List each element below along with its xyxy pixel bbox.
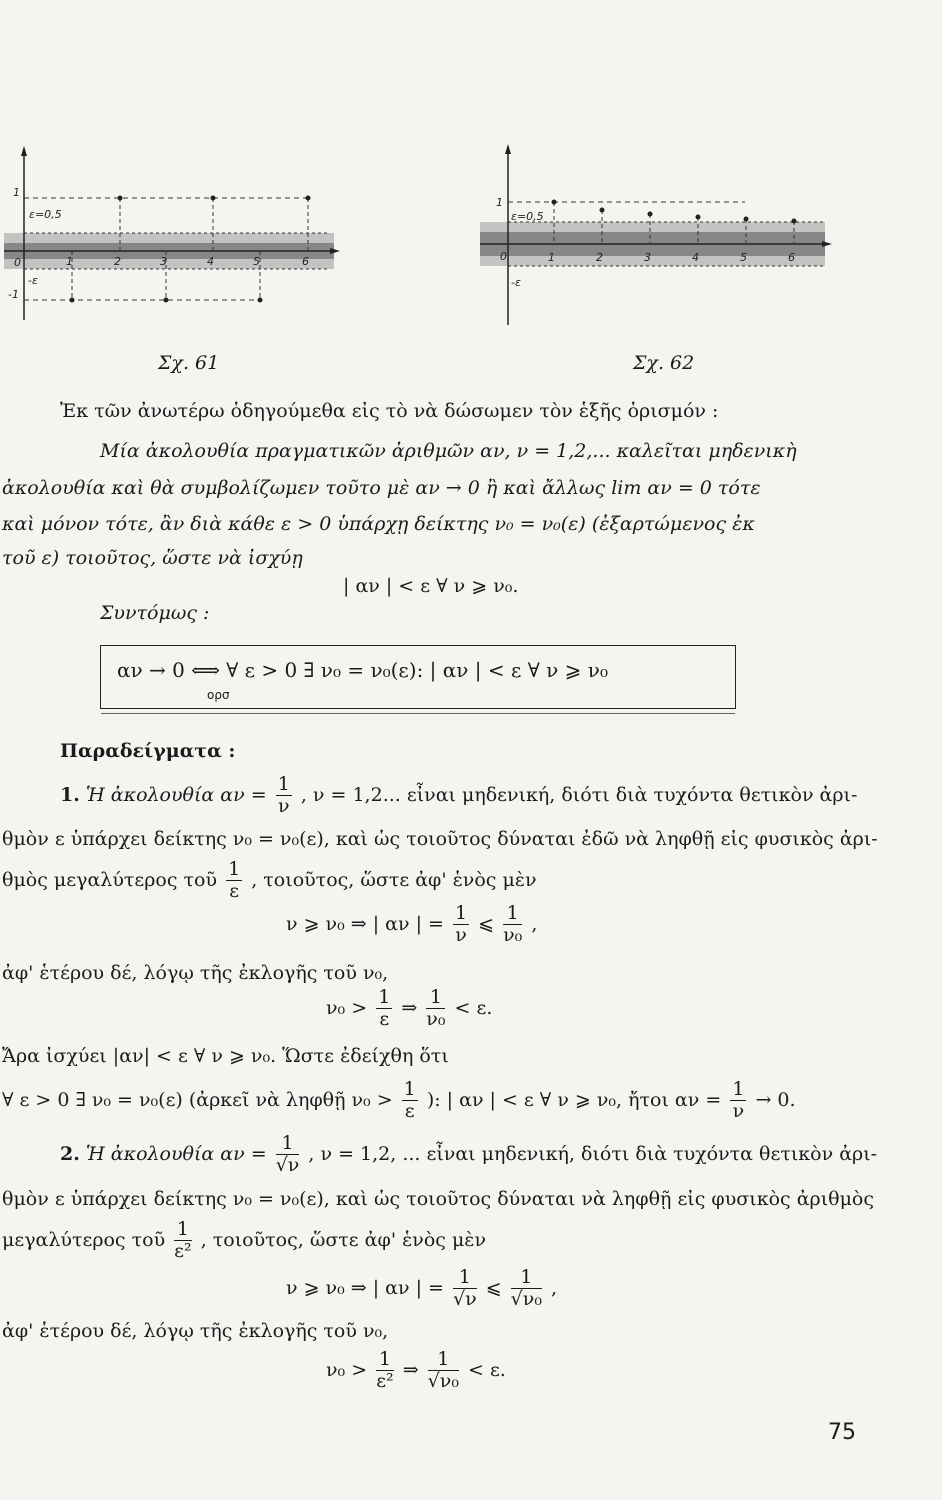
example-2-eq-1: ν ⩾ ν₀ ⇒ | αν | = $\frac{1}{√\nu}$ ⩽ $\frac{1}{\text{√ν₀}}$ ,: [286, 1266, 558, 1310]
fig61-minus-eps: -ε: [28, 274, 38, 287]
example-1-fraction: $\frac{1}{\nu}$: [277, 773, 290, 817]
intro-text: Ἐκ τῶν ἀνωτέρω ὁδηγούμεθα εἰς τὸ νὰ δώσωμεν τὸν ἑξῆς ὁρισμόν :: [60, 400, 719, 422]
definition-line-2: ἀκολουθία καὶ θὰ συμβολίζωμεν τοῦτο μὲ αν → 0 ἢ καὶ ἄλλως lim αν = 0 τότε: [2, 477, 761, 499]
fig62-caption: Σχ. 62: [633, 352, 695, 374]
fig61-eps-label: ε=0,5: [29, 208, 62, 221]
fig61-minus-one: -1: [8, 288, 19, 301]
fig61-tick: 5: [253, 255, 260, 268]
figure-61-plot: [0, 140, 345, 330]
fig61-caption: Σχ. 61: [158, 352, 220, 374]
fig61-zero: 0: [14, 256, 21, 269]
definition-box: [100, 645, 736, 709]
example-2-fraction: $\frac{1}{√\nu}$: [275, 1132, 300, 1176]
fig61-tick: 3: [160, 255, 167, 268]
fig62-eps-label: ε=0,5: [511, 210, 544, 223]
example-1-line-1: [60, 775, 857, 817]
definition-line-3: καὶ μόνον τότε, ἂν διὰ κάθε ε > 0 ὑπάρχῃ δείκτης ν₀ = ν₀(ε) (ἐξαρτώμενος ἐκ: [2, 513, 755, 535]
example-1-line-3: θμὸς μεγαλύτερος τοῦ $\frac{1}{\varepsilon}$ , τοιοῦτος, ὥστε ἀφ' ἑνὸς μὲν: [2, 858, 537, 902]
example-1-after: , ν = 1,2... εἶναι μηδενική, διότι διὰ τυχόντα θετικὸν ἀρι-: [300, 783, 858, 806]
example-1-number: 1.: [60, 783, 80, 806]
example-1-eq-2: ν₀ > $\frac{1}{\varepsilon}$ ⇒ $\frac{1}{\text{ν₀}}$ < ε.: [326, 986, 493, 1030]
definition-line-1: Μία ἀκολουθία πραγματικῶν ἀριθμῶν αν, ν = 1,2,... καλεῖται μηδενικὴ: [100, 440, 797, 462]
fig61-tick: 6: [302, 255, 309, 268]
example-2-line-2: θμὸν ε ὑπάρχει δείκτης ν₀ = ν₀(ε), καὶ ὡς τοιοῦτος δύναται νὰ ληφθῇ εἰς φυσικὸς ἀριθμὸς: [2, 1188, 875, 1210]
examples-heading: Παραδείγματα :: [60, 740, 236, 762]
example-2-eq-2: ν₀ > $\frac{1}{\text{ε²}}$ ⇒ $\frac{1}{\text{√ν₀}}$ < ε.: [326, 1348, 506, 1392]
boxed-subscript: ορσ: [207, 688, 230, 702]
example-1-line-6: ∀ ε > 0 ∃ ν₀ = ν₀(ε) (ἀρκεῖ νὰ ληφθῇ ν₀ > $\frac{1}{\varepsilon}$ ): | αν | < ε ∀ ν ⩾ ν₀, ἤτοι αν = $\frac{1}{\nu}$ → 0.: [2, 1078, 796, 1122]
example-1-eq-1: ν ⩾ ν₀ ⇒ | αν | = $\frac{1}{\nu}$ ⩽ $\frac{1}{\text{ν₀}}$ ,: [286, 902, 538, 946]
definition-short-label: Συντόμως :: [100, 602, 210, 624]
example-2-line-4: ἀφ' ἑτέρου δέ, λόγῳ τῆς ἐκλογῆς τοῦ ν₀,: [2, 1320, 389, 1342]
boxed-formula: αν → 0 ⟺ ∀ ε > 0 ∃ ν₀ = ν₀(ε): | αν | < ε ∀ ν ⩾ ν₀: [117, 658, 608, 682]
example-2-line-1: [60, 1134, 877, 1176]
example-2-line-3: μεγαλύτερος τοῦ $\frac{1}{\text{ε²}}$ , τοιοῦτος, ὥστε ἀφ' ἑνὸς μὲν: [2, 1218, 487, 1262]
fig62-minus-eps: -ε: [511, 276, 521, 289]
example-1-lead: Ἡ ἀκολουθία αν =: [85, 783, 267, 806]
fig62-tick: 5: [740, 251, 747, 264]
fig62-zero: 0: [500, 250, 507, 263]
fig62-one: 1: [496, 196, 503, 209]
fig62-tick: 4: [692, 251, 699, 264]
example-1-line-5: Ἄρα ἰσχύει |αν| < ε ∀ ν ⩾ ν₀. Ὥστε ἐδείχθη ὅτι: [2, 1045, 449, 1067]
fig62-tick: 6: [788, 251, 795, 264]
definition-line-4: τοῦ ε) τοιοῦτος, ὥστε νὰ ἰσχύῃ: [2, 547, 303, 569]
fig62-tick: 1: [548, 251, 555, 264]
fig62-tick: 2: [596, 251, 603, 264]
fig61-tick: 2: [114, 255, 121, 268]
fig61-tick: 4: [207, 255, 214, 268]
example-2-lead: Ἡ ἀκολουθία αν =: [85, 1142, 267, 1165]
example-2-number: 2.: [60, 1142, 80, 1165]
fig62-tick: 3: [644, 251, 651, 264]
fig61-one: 1: [13, 186, 20, 199]
example-2-after: , ν = 1,2, ... εἶναι μηδενική, διότι διὰ τυχόντα θετικὸν ἀρι-: [308, 1142, 878, 1165]
example-1-line-4: ἀφ' ἑτέρου δέ, λόγῳ τῆς ἐκλογῆς τοῦ ν₀,: [2, 962, 389, 984]
example-1-line-2: θμὸν ε ὑπάρχει δείκτης ν₀ = ν₀(ε), καὶ ὡς τοιοῦτος δύναται ἐδῶ νὰ ληφθῇ εἰς φυσικὸς ἀρι-: [2, 828, 878, 850]
figure-62-plot: [480, 140, 845, 330]
fig61-tick: 1: [66, 255, 73, 268]
page-number: 75: [828, 1420, 856, 1445]
definition-condition: | αν | < ε ∀ ν ⩾ ν₀.: [343, 575, 519, 597]
